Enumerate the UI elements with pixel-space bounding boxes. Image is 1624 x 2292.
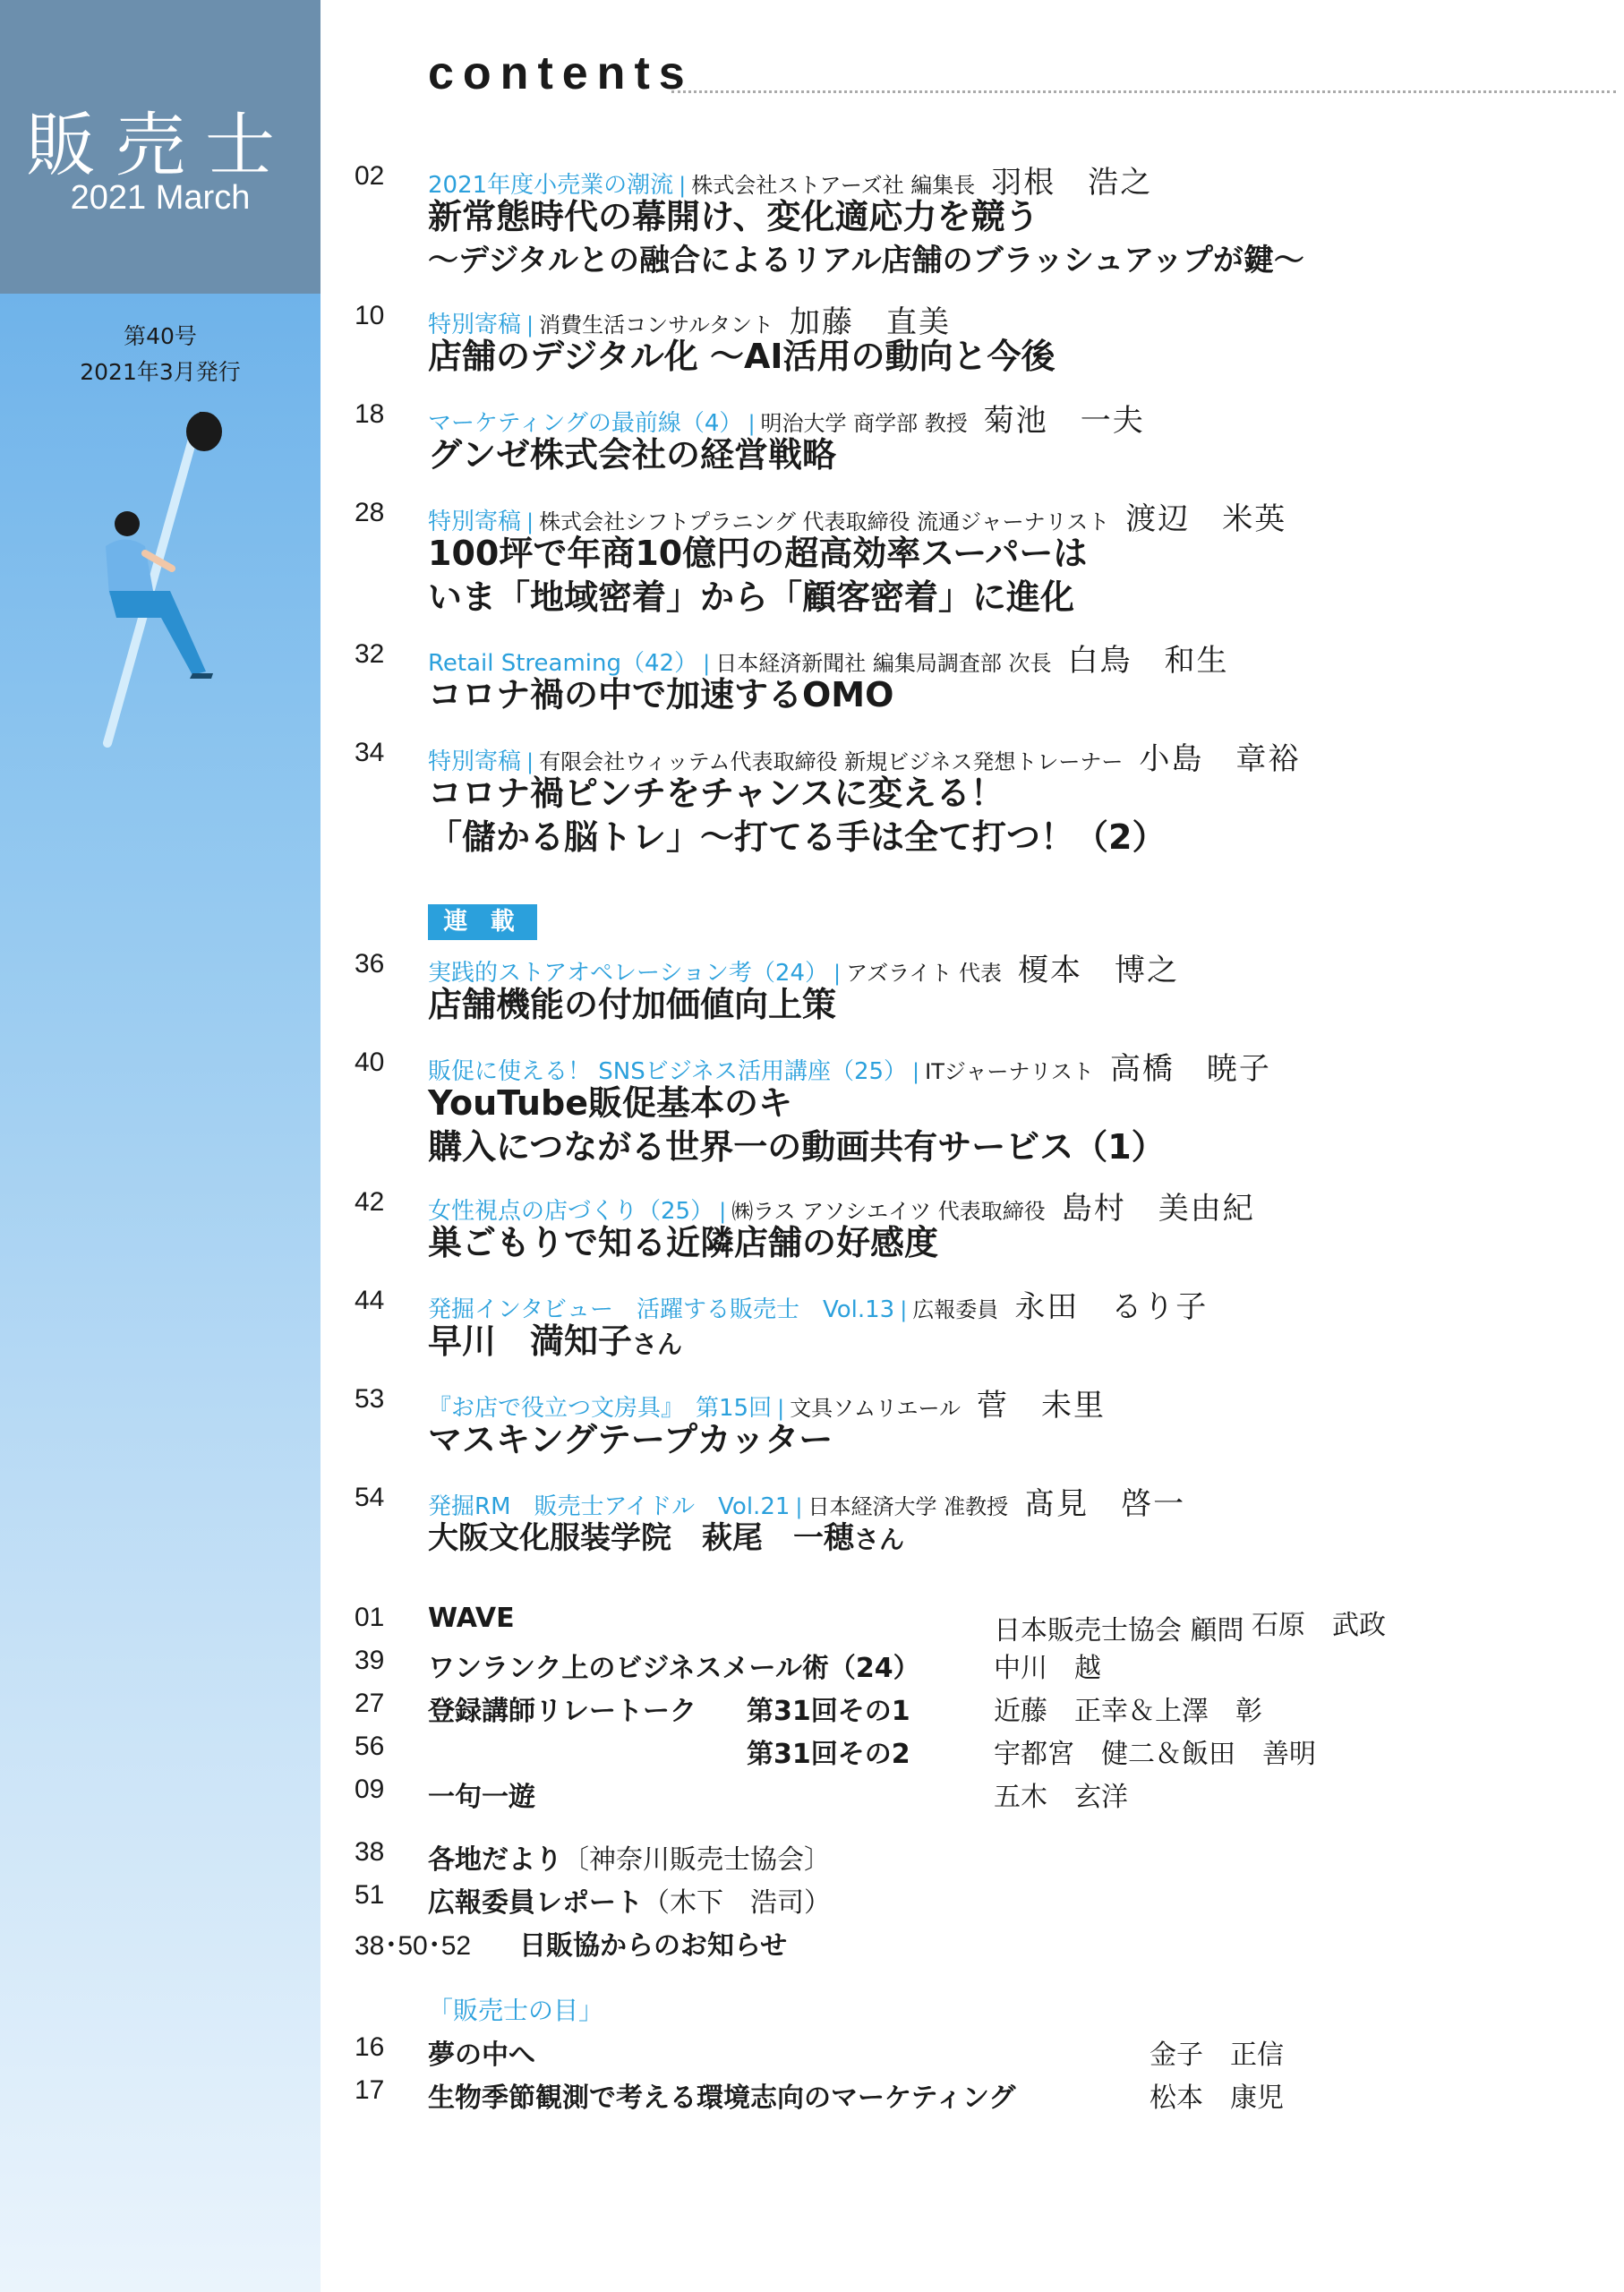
- page-number: 40: [355, 1048, 385, 1077]
- regular-subtitle: 第31回その2: [747, 1739, 910, 1770]
- author: 羽根 浩之: [991, 165, 1153, 201]
- misc-title: 広報委員レポート（木下 浩司）: [428, 1887, 831, 1919]
- entry-byline: Retail Streaming（42） | 日本経済新聞社 編集局調査部 次長 白鳥 和生: [428, 643, 1229, 679]
- page-number: 56: [355, 1732, 385, 1761]
- page-number: 27: [355, 1689, 385, 1718]
- author: 石原 武政: [1252, 1610, 1386, 1641]
- author: 髙見 啓一: [1024, 1486, 1186, 1522]
- misc-note: 〔神奈川販売士協会〕: [562, 1844, 831, 1876]
- regular-title: 登録講師リレートーク: [428, 1696, 697, 1727]
- page-number: 16: [355, 2032, 385, 2062]
- author: 五木 玄洋: [994, 1782, 1128, 1813]
- page-number: 51: [355, 1880, 385, 1910]
- category: 特別寄稿: [428, 748, 522, 775]
- masthead: [0, 0, 321, 294]
- author: 榎本 博之: [1018, 953, 1180, 988]
- entry-byline: 特別寄稿 | 株式会社シフトプラニング 代表取締役 流通ジャーナリスト 渡辺 米英: [428, 501, 1287, 537]
- regular-row: [355, 1775, 1617, 1814]
- interviewee-name: 早川 満知子: [428, 1321, 633, 1361]
- brush-person-illustration: [90, 412, 251, 752]
- author: 金子 正信: [1150, 2040, 1284, 2071]
- page-number: 38: [355, 1837, 385, 1867]
- misc-row: [355, 1880, 1617, 1920]
- category: Retail Streaming（42）: [428, 650, 698, 677]
- author: 島村 美由紀: [1061, 1191, 1255, 1227]
- category: 2021年度小売業の潮流: [428, 172, 674, 199]
- page-number: 17: [355, 2075, 385, 2105]
- misc-title: 日販協からのお知らせ: [519, 1930, 788, 1962]
- affiliation: 広報委員: [912, 1297, 999, 1322]
- affiliation: 日本経済新聞社 編集局調査部 次長: [715, 651, 1052, 676]
- page-number: 18: [355, 399, 385, 429]
- author: 菊池 一夫: [983, 403, 1145, 439]
- affiliation: 明治大学 商学部 教授: [760, 411, 968, 436]
- eye-row: [355, 2075, 1617, 2115]
- page-number: 01: [355, 1603, 385, 1632]
- regular-row: [355, 1689, 1617, 1728]
- page-number: 34: [355, 738, 385, 767]
- article-title: [428, 1517, 904, 1561]
- author: 高橋 暁子: [1109, 1051, 1271, 1087]
- category: 実践的ストアオペレーション考（24）: [428, 960, 829, 987]
- page-number: 28: [355, 498, 385, 527]
- affiliation: 日本経済大学 准教授: [808, 1494, 1009, 1519]
- page-number: 09: [355, 1775, 385, 1804]
- regular-subtitle: 第31回その1: [747, 1696, 910, 1727]
- misc-row: [355, 1923, 1617, 1963]
- author: 渡辺 米英: [1125, 501, 1287, 537]
- category: マーケティングの最前線（4）: [428, 410, 743, 437]
- affiliation: 日本販売士協会 顧問: [994, 1615, 1244, 1646]
- issue-date: 2021年3月発行: [80, 359, 241, 385]
- entry-byline: 特別寄稿 | 有限会社ウィッテム代表取締役 新規ビジネス発想トレーナー 小島 章裕: [428, 741, 1301, 777]
- article-title: 新常態時代の幕開け、変化適応力を競う: [428, 197, 1039, 236]
- author: 宇都宮 健二＆飯田 善明: [994, 1739, 1316, 1770]
- author: 白鳥 和生: [1067, 643, 1229, 679]
- page-number: 42: [355, 1187, 385, 1217]
- contents-heading: contents: [428, 47, 694, 99]
- page-number: 36: [355, 949, 385, 979]
- category: 特別寄稿: [428, 509, 522, 535]
- page-number: 32: [355, 639, 385, 669]
- affiliation: アズライト 代表: [846, 961, 1003, 986]
- article-title: 店舗機能の付加価値向上策: [428, 985, 837, 1024]
- misc-note: （木下 浩司）: [643, 1887, 831, 1919]
- honorific: さん: [854, 1525, 905, 1554]
- author: 松本 康児: [1150, 2082, 1284, 2114]
- entry-byline: 女性視点の店づくり（25） | ㈱ラス アソシエイツ 代表取締役 島村 美由紀: [428, 1191, 1255, 1227]
- page-number: 10: [355, 301, 385, 330]
- article-title: 店舗のデジタル化 〜AI活用の動向と今後: [428, 337, 1056, 376]
- page-number: 02: [355, 161, 385, 191]
- category: 女性視点の店づくり（25）: [428, 1198, 714, 1225]
- regular-title: 一句一遊: [428, 1782, 535, 1813]
- article-title-line2: いま「地域密着」から「顧客密着」に進化: [428, 577, 1075, 617]
- article-title: マスキングテープカッター: [428, 1420, 833, 1459]
- article-subtitle: 〜デジタルとの融合によるリアル店舗のブラッシュアップが鍵〜: [428, 243, 1304, 278]
- entry-byline: 発掘インタビュー 活躍する販売士 Vol.13 | 広報委員 永田 るり子: [428, 1289, 1209, 1325]
- article-title-line2: 「儲かる脳トレ」〜打てる手は全て打つ！（2）: [428, 817, 1167, 857]
- issue-number: 第40号: [124, 323, 197, 349]
- entry-byline: 2021年度小売業の潮流 | 株式会社ストアーズ社 編集長 羽根 浩之: [428, 165, 1153, 201]
- sidebar: [0, 0, 321, 2292]
- article-title: コロナ禍の中で加速するOMO: [428, 675, 894, 714]
- regular-row: [355, 1603, 1617, 1646]
- category: 『お店で役立つ文房具』 第15回: [428, 1395, 773, 1422]
- article-title: 100坪で年商10億円の超高効率スーパーは: [428, 534, 1088, 573]
- eye-row: [355, 2032, 1617, 2072]
- article-title: [428, 1320, 682, 1366]
- affiliation: ITジャーナリスト: [925, 1059, 1094, 1084]
- category: 販促に使える！ SNSビジネス活用講座（25）: [428, 1058, 908, 1085]
- eye-title: 夢の中へ: [428, 2040, 535, 2071]
- article-title: コロナ禍ピンチをチャンスに変える！: [428, 774, 1004, 813]
- article-title: 巣ごもりで知る近隣店舗の好感度: [428, 1223, 939, 1262]
- series-label: 連 載: [428, 904, 537, 940]
- regular-row: [355, 1646, 1617, 1685]
- article-title: YouTube販促基本のキ: [428, 1083, 792, 1123]
- author: 菅 未里: [977, 1388, 1106, 1424]
- author: 小島 章裕: [1139, 741, 1301, 777]
- page-number: 39: [355, 1646, 385, 1675]
- page-number: 38･50･52: [355, 1931, 472, 1961]
- author: 永田 るり子: [1014, 1289, 1209, 1325]
- author: 加藤 直美: [789, 304, 951, 340]
- school-and-name: 大阪文化服装学院 萩尾 一穂: [428, 1520, 854, 1556]
- misc-row: [355, 1837, 1617, 1877]
- affiliation: 有限会社ウィッテム代表取締役 新規ビジネス発想トレーナー: [539, 749, 1124, 774]
- eye-title: 生物季節観測で考える環境志向のマーケティング: [428, 2082, 1016, 2114]
- category: 発掘インタビュー 活躍する販売士 Vol.13: [428, 1296, 895, 1323]
- entry-byline: 発掘RM 販売士アイドル Vol.21 | 日本経済大学 准教授 髙見 啓一: [428, 1486, 1186, 1522]
- category: 特別寄稿: [428, 312, 522, 338]
- entry-byline: 販促に使える！ SNSビジネス活用講座（25） | ITジャーナリスト 高橋 暁子: [428, 1051, 1271, 1087]
- category: 発掘RM 販売士アイドル Vol.21: [428, 1493, 791, 1520]
- page-number: 53: [355, 1384, 385, 1414]
- magazine-title: 販売士: [25, 106, 295, 186]
- affiliation: 株式会社ストアーズ社 編集長: [691, 173, 976, 198]
- misc-title: 各地だより〔神奈川販売士協会〕: [428, 1844, 831, 1876]
- honorific: さん: [632, 1330, 683, 1359]
- magazine-date: 2021 March: [70, 179, 251, 217]
- entry-byline: 『お店で役立つ文房具』 第15回 | 文具ソムリエール 菅 未里: [428, 1388, 1106, 1424]
- regular-title: WAVE: [428, 1603, 515, 1634]
- regular-title: ワンランク上のビジネスメール術（24）: [428, 1653, 920, 1684]
- page-number: 44: [355, 1286, 385, 1315]
- heading-dotted-rule: [671, 90, 1616, 93]
- affiliation: 文具ソムリエール: [790, 1396, 961, 1421]
- entry-byline: 実践的ストアオペレーション考（24） | アズライト 代表 榎本 博之: [428, 953, 1180, 988]
- affiliation: ㈱ラス アソシエイツ 代表取締役: [731, 1199, 1046, 1224]
- section-heading: 「販売士の目」: [428, 1996, 604, 2025]
- affiliation: 消費生活コンサルタント: [539, 312, 774, 338]
- page-number: 54: [355, 1483, 385, 1512]
- author: 中川 越: [994, 1653, 1101, 1684]
- regular-row: [355, 1732, 1617, 1771]
- author: 近藤 正幸＆上澤 彰: [994, 1696, 1262, 1727]
- entry-byline: マーケティングの最前線（4） | 明治大学 商学部 教授 菊池 一夫: [428, 403, 1145, 439]
- article-title: グンゼ株式会社の経営戦略: [428, 435, 837, 475]
- entry-byline: 特別寄稿 | 消費生活コンサルタント 加藤 直美: [428, 304, 951, 340]
- affiliation: 株式会社シフトプラニング 代表取締役 流通ジャーナリスト: [539, 509, 1110, 535]
- article-title-line2: 購入につながる世界一の動画共有サービス（1）: [428, 1127, 1166, 1167]
